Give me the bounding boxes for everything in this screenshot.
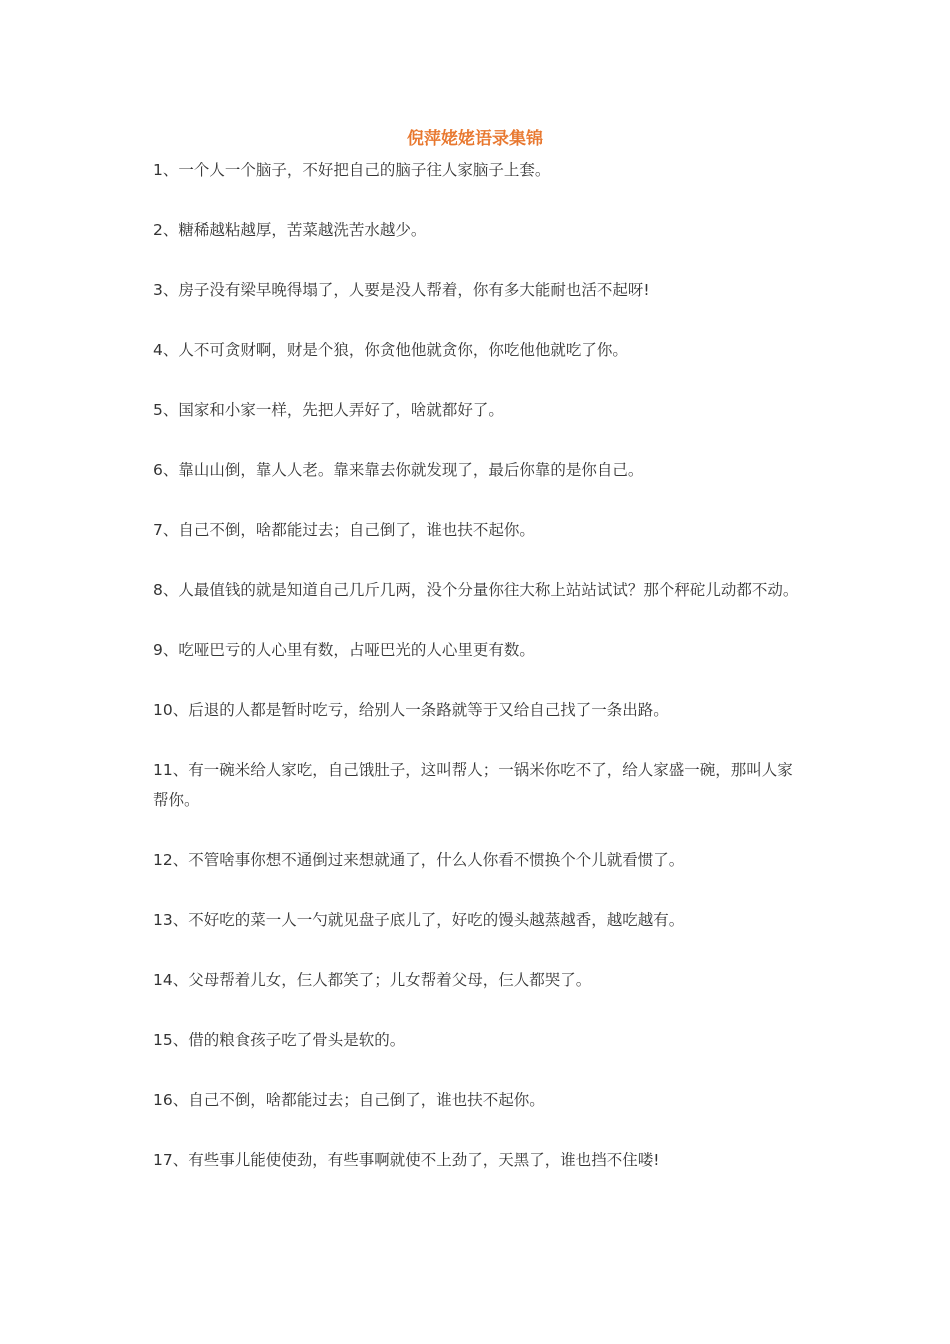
quote-item: 17、有些事儿能使使劲，有些事啊就使不上劲了，天黑了，谁也挡不住喽! — [153, 1151, 660, 1169]
quote-item: 16、自己不倒，啥都能过去；自己倒了，谁也扶不起你。 — [153, 1091, 545, 1109]
quote-item: 13、不好吃的菜一人一勺就见盘子底儿了，好吃的馒头越蒸越香，越吃越有。 — [153, 911, 685, 929]
quote-item: 3、房子没有梁早晚得塌了，人要是没人帮着，你有多大能耐也活不起呀! — [153, 281, 650, 299]
quote-item: 9、吃哑巴亏的人心里有数，占哑巴光的人心里更有数。 — [153, 641, 535, 659]
quote-item: 14、父母帮着儿女，仨人都笑了；儿女帮着父母，仨人都哭了。 — [153, 971, 592, 989]
quote-item: 5、国家和小家一样，先把人弄好了，啥就都好了。 — [153, 401, 504, 419]
quote-item: 12、不管啥事你想不通倒过来想就通了，什么人你看不惯换个个儿就看惯了。 — [153, 851, 685, 869]
quote-item: 11、有一碗米给人家吃，自己饿肚子，这叫帮人；一锅米你吃不了，给人家盛一碗，那叫人家帮你。 — [153, 761, 793, 809]
quote-item: 2、糖稀越粘越厚，苦菜越洗苦水越少。 — [153, 221, 427, 239]
quote-item: 6、靠山山倒，靠人人老。靠来靠去你就发现了，最后你靠的是你自己。 — [153, 461, 644, 479]
quote-item: 7、自己不倒，啥都能过去；自己倒了，谁也扶不起你。 — [153, 521, 535, 539]
document-title: 倪萍姥姥语录集锦 — [407, 129, 543, 149]
quote-item: 15、借的粮食孩子吃了骨头是软的。 — [153, 1031, 406, 1049]
quote-item: 10、后退的人都是暂时吃亏，给别人一条路就等于又给自己找了一条出路。 — [153, 701, 669, 719]
quote-item: 1、一个人一个脑子，不好把自己的脑子往人家脑子上套。 — [153, 161, 551, 179]
quote-list — [153, 155, 803, 1205]
quote-item: 4、人不可贪财啊，财是个狼，你贪他他就贪你，你吃他他就吃了你。 — [153, 341, 628, 359]
quote-item: 8、人最值钱的就是知道自己几斤几两，没个分量你往大称上站站试试？那个秤砣儿动都不动。 — [153, 581, 799, 599]
